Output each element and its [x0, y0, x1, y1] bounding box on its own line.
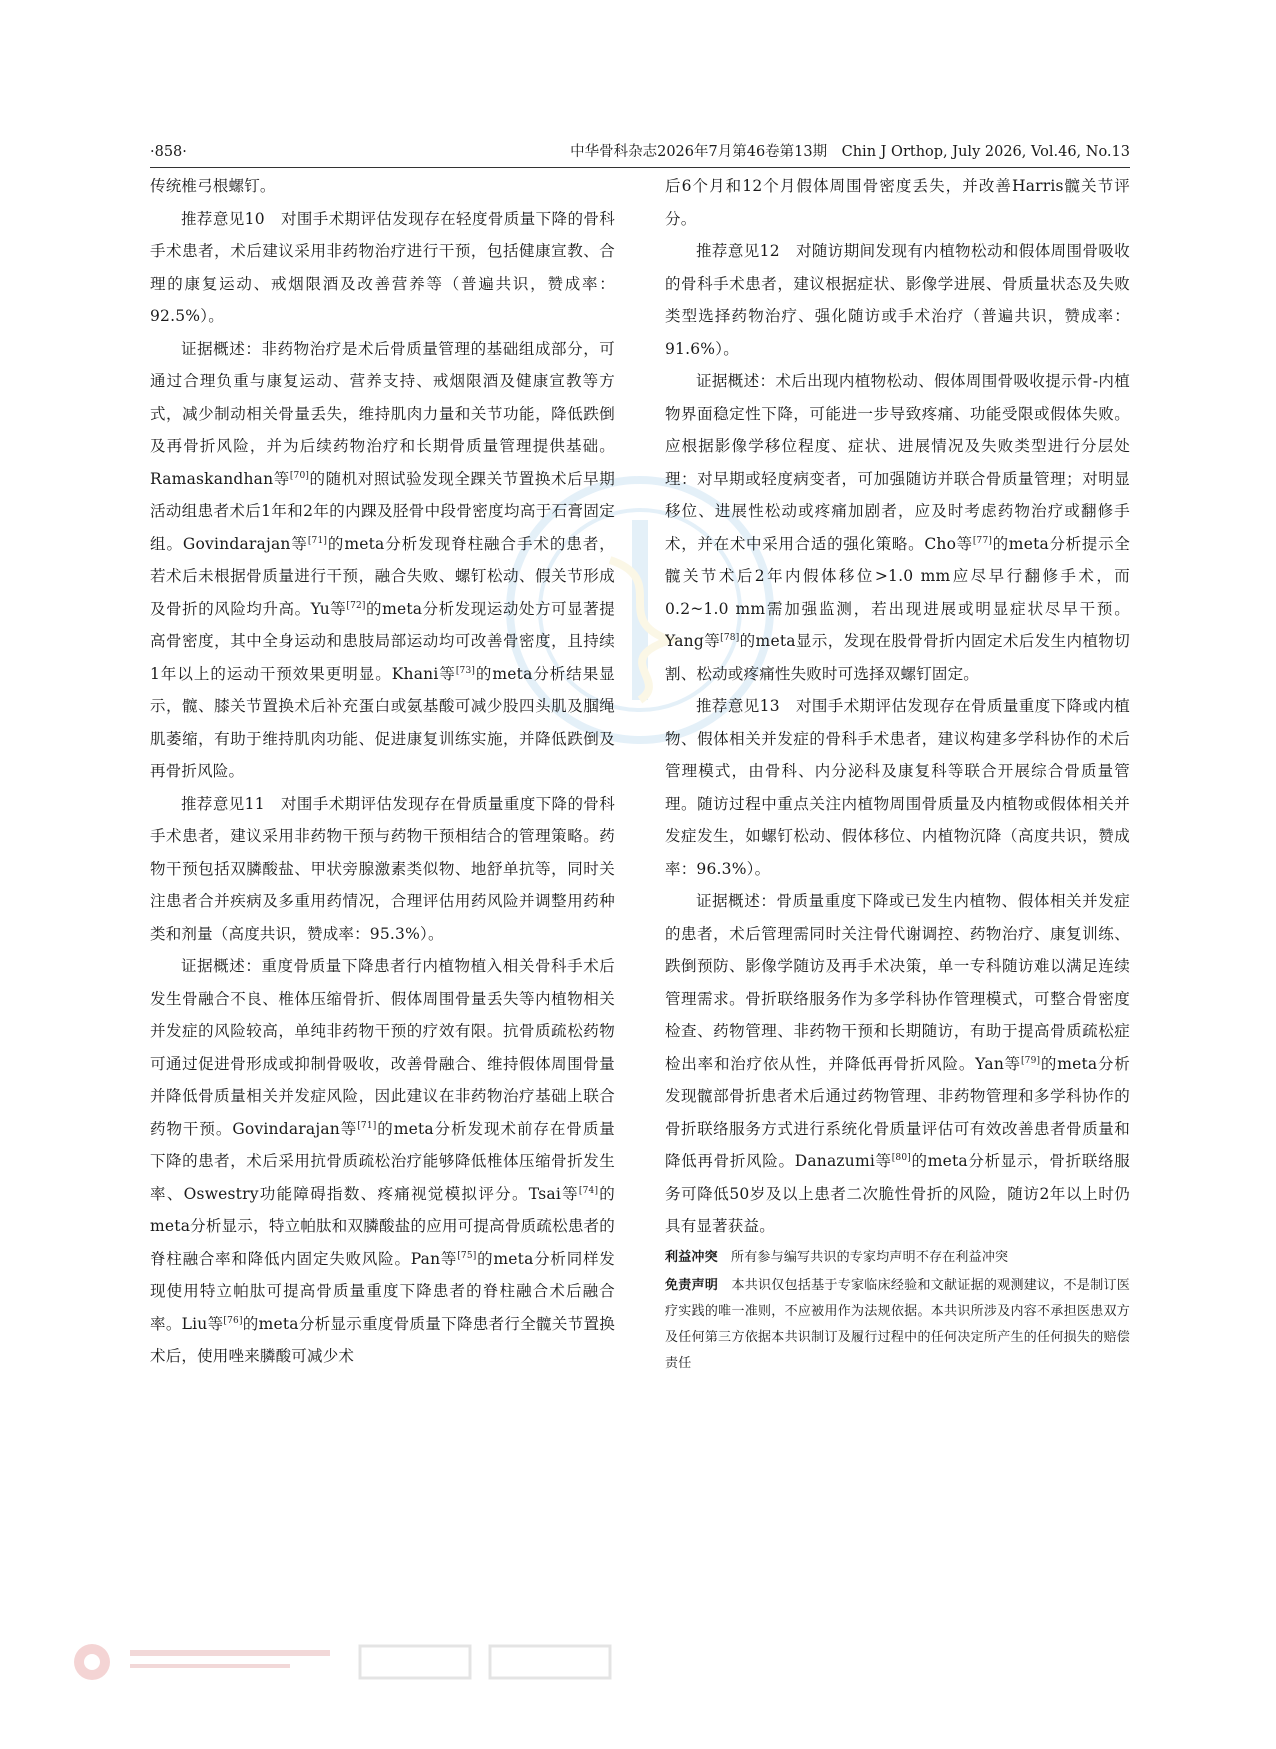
paragraph-text: 对随访期间发现有内植物松动和假体周围骨吸收的骨科手术患者，建议根据症状、影像学进展、骨质量状态及失败类型选择药物治疗、强化随访或手术治疗（普遍共识，赞成率：91.6%）。: [665, 242, 1130, 358]
citation-ref: [72]: [346, 600, 366, 611]
header-rule: [150, 167, 1130, 168]
left-column: [150, 170, 615, 1600]
paragraph: [665, 1245, 1130, 1271]
journal-citation: 中华骨科杂志2026年7月第46卷第13期 Chin J Orthop, July 2026, Vol.46, No.13: [570, 144, 1130, 160]
paragraph: [665, 365, 1130, 690]
citation-ref: [78]: [720, 632, 740, 643]
citation-ref: [74]: [578, 1185, 599, 1196]
paragraph: [665, 170, 1130, 235]
citation-ref: [77]: [972, 535, 993, 546]
paragraph-lead: 免责声明: [665, 1277, 732, 1293]
citation-ref: [71]: [307, 535, 328, 546]
paragraph: [665, 885, 1130, 1243]
paragraph-text: 对围手术期评估发现存在骨质量重度下降的骨科手术患者，建议采用非药物干预与药物干预相结合的管理策略。药物干预包括双膦酸盐、甲状旁腺激素类似物、地舒单抗等，同时关注患者合并疾病及多重用药情况，合理评估用药风险并调整用药种类和剂量（高度共识，赞成率：95.3%）。: [150, 794, 615, 943]
paragraph-text: 证据概述：重度骨质量下降患者行内植物植入相关骨科手术后发生骨融合不良、椎体压缩骨折、假体周围骨量丢失等内植物相关并发症的风险较高，单纯非药物干预的疗效有限。抗骨质疏松药物可通过促进骨形成或抑制骨吸收，改善骨融合、维持假体周围骨量并降低骨质量相关并发症风险，因此建议在非药物治疗基础上联合药物干预。Govindarajan等[71]的meta分析发现术前存在骨质量下降的患者，术后采用抗骨质疏松治疗能够降低椎体压缩骨折发生率、Oswestry功能障碍指数、疼痛视觉模拟评分。Tsai等[74]的meta分析显示，特立帕肽和双膦酸盐的应用可提高骨质疏松患者的脊柱融合率和降低内固定失败风险。Pan等[75]的meta分析同样发现使用特立帕肽可提高骨质量重度下降患者的脊柱融合术后融合率。Liu等[76]的meta分析显示重度骨质量下降患者行全髋关节置换术后，使用唑来膦酸可减少术: [150, 957, 615, 1365]
paragraph: [150, 170, 615, 203]
paragraph-text: 对围手术期评估发现存在骨质量重度下降或内植物、假体相关并发症的骨科手术患者，建议构建多学科协作的术后管理模式，由骨科、内分泌科及康复科等联合开展综合骨质量管理。随访过程中重点关注内植物周围骨质量及内植物或假体相关并发症发生，如螺钉松动、假体移位、内植物沉降（高度共识，赞成率：96.3%）。: [665, 697, 1130, 878]
citation-ref: [75]: [457, 1250, 477, 1261]
paragraph-text: 本共识仅包括基于专家临床经验和文献证据的观测建议，不是制订医疗实践的唯一准则，不应被用作为法规依据。本共识所涉及内容不承担医患双方及任何第三方依据本共识制订及履行过程中的任何决定所产生的任何损失的赔偿责任: [665, 1277, 1130, 1371]
paragraph-lead: 推荐意见11: [181, 794, 281, 813]
paragraph-lead: 推荐意见13: [696, 697, 796, 715]
citation-ref: [76]: [223, 1315, 243, 1326]
paragraph-text: 证据概述：术后出现内植物松动、假体周围骨吸收提示骨-内植物界面稳定性下降，可能进一步导致疼痛、功能受限或假体失败。应根据影像学移位程度、症状、进展情况及失败类型进行分层处理：对早期或轻度病变者，可加强随访并联合骨质量管理；对明显移位、进展性松动或疼痛加剧者，应及时考虑药物治疗或翻修手术，并在术中采用合适的强化策略。Cho等[77]的meta分析提示全髋关节术后2年内假体移位>1.0 mm应尽早行翻修手术，而0.2~1.0 mm需加强监测，若出现进展或明显症状尽早干预。Yang等[78]的meta显示，发现在股骨骨折内固定术后发生内植物切割、松动或疼痛性失败时可选择双螺钉固定。: [665, 372, 1130, 683]
publisher-logo-icon: [70, 1640, 630, 1684]
paragraph: [665, 235, 1130, 365]
page-number: ·858·: [150, 144, 187, 160]
paragraph: [150, 333, 615, 788]
paragraph: [665, 690, 1130, 885]
running-header: [150, 140, 1130, 164]
paragraph: [150, 950, 615, 1373]
paragraph: [150, 203, 615, 333]
paragraph-text: 证据概述：非药物治疗是术后骨质量管理的基础组成部分，可通过合理负重与康复运动、营养支持、戒烟限酒及健康宣教等方式，减少制动相关骨量丢失，维持肌肉力量和关节功能，降低跌倒及再骨折风险，并为后续药物治疗和长期骨质量管理提供基础。Ramaskandhan等[70]的随机对照试验发现全踝关节置换术后早期活动组患者术后1年和2年的内踝及胫骨中段骨密度均高于石膏固定组。Govindarajan等[71]的meta分析发现脊柱融合手术的患者，若术后未根据骨质量进行干预，融合失败、螺钉松动、假关节形成及骨折的风险均升高。Yu等[72]的meta分析发现运动处方可显著提高骨密度，其中全身运动和患肢局部运动均可改善骨密度，且持续1年以上的运动干预效果更明显。Khani等[73]的meta分析结果显示，髋、膝关节置换术后补充蛋白或氨基酸可减少股四头肌及腘绳肌萎缩，有助于维持肌肉功能、促进康复训练实施，并降低跌倒及再骨折风险。: [150, 339, 615, 780]
paragraph-lead: 利益冲突: [665, 1249, 732, 1265]
paragraph-lead: 推荐意见10: [181, 209, 281, 228]
citation-ref: [80]: [891, 1152, 911, 1163]
right-column: [665, 170, 1130, 1600]
citation-ref: [71]: [357, 1120, 377, 1131]
paragraph-lead: 推荐意见12: [696, 242, 796, 260]
paragraph-text: 传统椎弓根螺钉。: [150, 177, 276, 195]
paragraph-text: 对围手术期评估发现存在轻度骨质量下降的骨科手术患者，术后建议采用非药物治疗进行干预，包括健康宣教、合理的康复运动、戒烟限酒及改善营养等（普遍共识，赞成率：92.5%）。: [150, 209, 615, 325]
paragraph-text: 后6个月和12个月假体周围骨密度丢失，并改善Harris髋关节评分。: [665, 177, 1130, 228]
citation-ref: [73]: [455, 665, 476, 676]
citation-ref: [70]: [289, 470, 310, 481]
paragraph: [665, 1273, 1130, 1377]
paragraph-text: 所有参与编写共识的专家均声明不存在利益冲突: [731, 1249, 1009, 1265]
paragraph-text: 证据概述：骨质量重度下降或已发生内植物、假体相关并发症的患者，术后管理需同时关注骨代谢调控、药物治疗、康复训练、跌倒预防、影像学随访及再手术决策，单一专科随访难以满足连续管理需求。骨折联络服务作为多学科协作管理模式，可整合骨密度检查、药物管理、非药物干预和长期随访，有助于提高骨质疏松症检出率和治疗依从性，并降低再骨折风险。Yan等[79]的meta分析发现髋部骨折患者术后通过药物管理、非药物管理和多学科协作的骨折联络服务方式进行系统化骨质量评估可有效改善患者骨质量和降低再骨折风险。Danazumi等[80]的meta分析显示，骨折联络服务可降低50岁及以上患者二次脆性骨折的风险，随访2年以上时仍具有显著获益。: [665, 892, 1130, 1235]
paragraph: [150, 788, 615, 951]
citation-ref: [79]: [1020, 1055, 1041, 1066]
